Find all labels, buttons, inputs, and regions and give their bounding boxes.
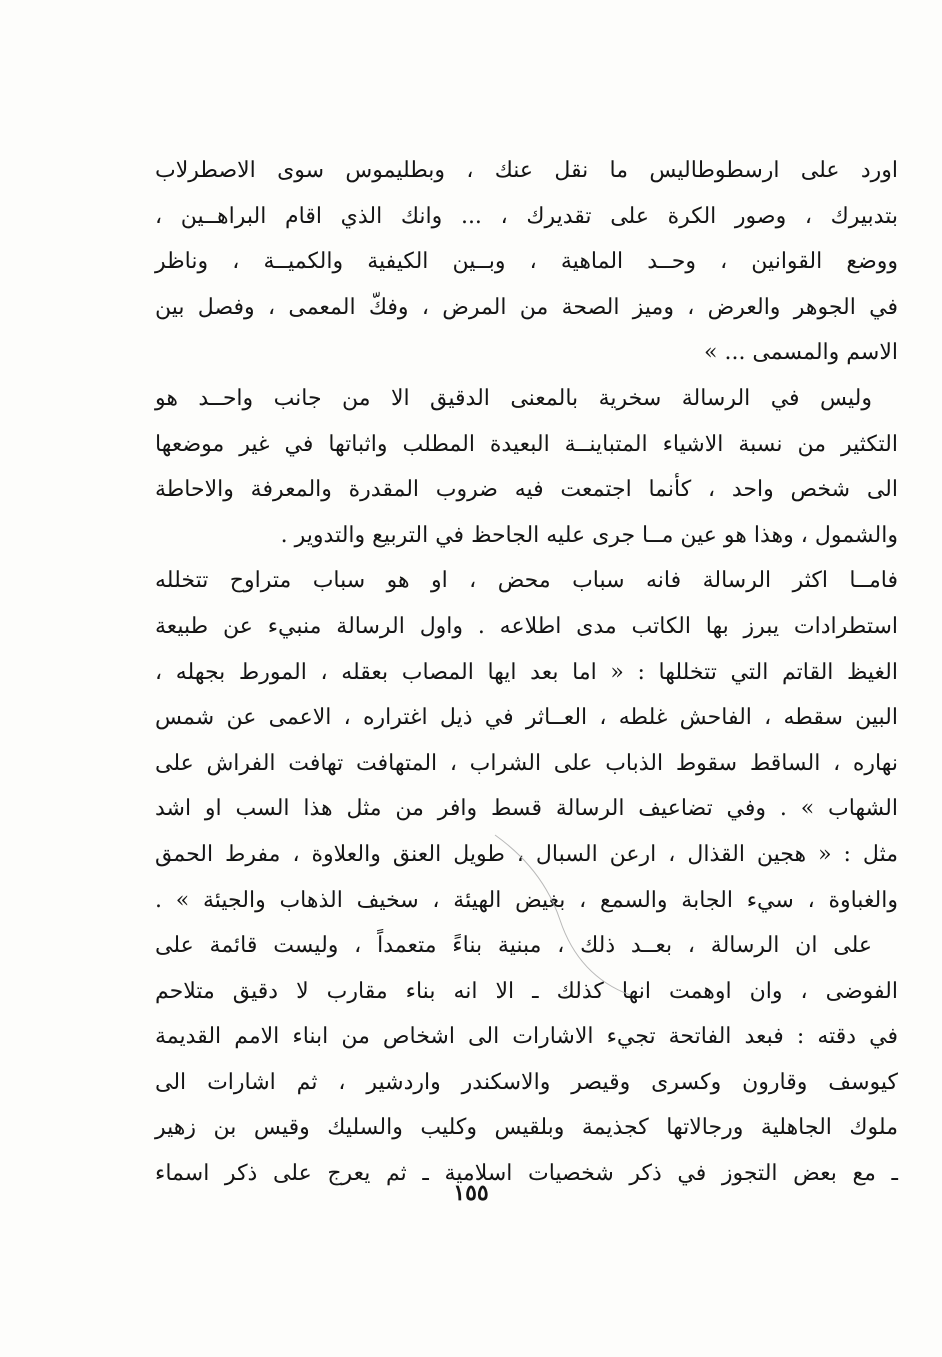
text-line: التكثير من نسبة الاشياء المتباينــة البعيدة المطلب واثباتها في غير موضعها	[155, 431, 898, 457]
text-line: فامــا اكثر الرسالة فانه سباب محض ، او هو سباب متراوح تتخلله	[155, 568, 898, 594]
text-line: الغيظ القاتم التي تتخللها : « اما بعد ايها المصاب بعقله ، المورط بجهله ،	[155, 659, 898, 685]
text-line: بتدبيرك ، وصور الكرة على تقديرك ، ... وانك الذي اقام البراهــين ،	[155, 203, 898, 229]
text-line: البين سقطه ، الفاحش غلطه ، العــاثر في ذيل اغتراره ، الاعمى عن شمس	[155, 705, 898, 731]
text-line: والغباوة ، سيء الجابة والسمع ، بغيض الهيئة ، سخيف الذهاب والجيئة » .	[155, 887, 898, 913]
text-line: على ان الرسالة ، بعــد ذلك ، مبنية بناءً متعمداً ، وليست قائمة على	[155, 933, 872, 959]
text-line: الى شخص واحد ، كأنما اجتمعت فيه ضروب المقدرة والمعرفة والاحاطة	[155, 477, 898, 503]
text-line: الشهاب » . وفي تضاعيف الرسالة قسط وافر من مثل هذا السب او اشد	[155, 796, 898, 822]
text-line: الفوضى ، وان اوهمت انها كذلك ـ الا انه بناء مقارب لا دقيق متلاحم	[155, 978, 898, 1004]
text-line: وليس في الرسالة سخرية بالمعنى الدقيق الا من جانب واحــد هو	[155, 385, 872, 411]
text-line: في الجوهر والعرض ، وميز الصحة من المرض ، وفكّ المعمى ، وفصل بين	[155, 294, 898, 320]
body-text	[155, 148, 898, 1197]
text-line: مثل : « هجين القذال ، ارعن السبال ، طويل العنق والعلاوة ، مفرط الحمق	[155, 841, 898, 867]
text-line: ـ مع بعض التجوز في ذكر شخصيات اسلامية ـ ثم يعرج على ذكر اسماء	[155, 1161, 898, 1187]
text-line: الاسم والمسمى ... »	[704, 340, 898, 366]
page-number: ١٥٥	[453, 1180, 489, 1206]
text-line: والشمول ، وهذا هو عين مــا جرى عليه الجاحظ في التربيع والتدوير .	[280, 522, 898, 548]
text-line: ووضع القوانين ، وحــد الماهية ، وبــين الكيفية والكميــة ، وناظر	[155, 249, 898, 275]
text-line: ملوك الجاهلية ورجالاتها كجذيمة وبلقيس وكليب والسليك وقيس بن زهير	[155, 1115, 898, 1141]
text-line: اورد على ارسطوطاليس ما نقل عنك ، وبطليموس سوى الاصطرلاب	[155, 158, 898, 183]
text-line: في دقته : فبعد الفاتحة تجيء الاشارات الى اشخاص من ابناء الامم القديمة	[155, 1024, 898, 1050]
text-line: نهاره ، الساقط سقوط الذباب على الشراب ، المتهافت تهافت الفراش على	[155, 750, 898, 776]
text-line: استطرادات يبرز بها الكاتب مدى اطلاعه . واول الرسالة منبيء عن طبيعة	[155, 613, 898, 639]
text-line: كيوسف وقارون وكسرى وقيصر والاسكندر واردشير ، ثم اشارات الى	[155, 1069, 898, 1095]
